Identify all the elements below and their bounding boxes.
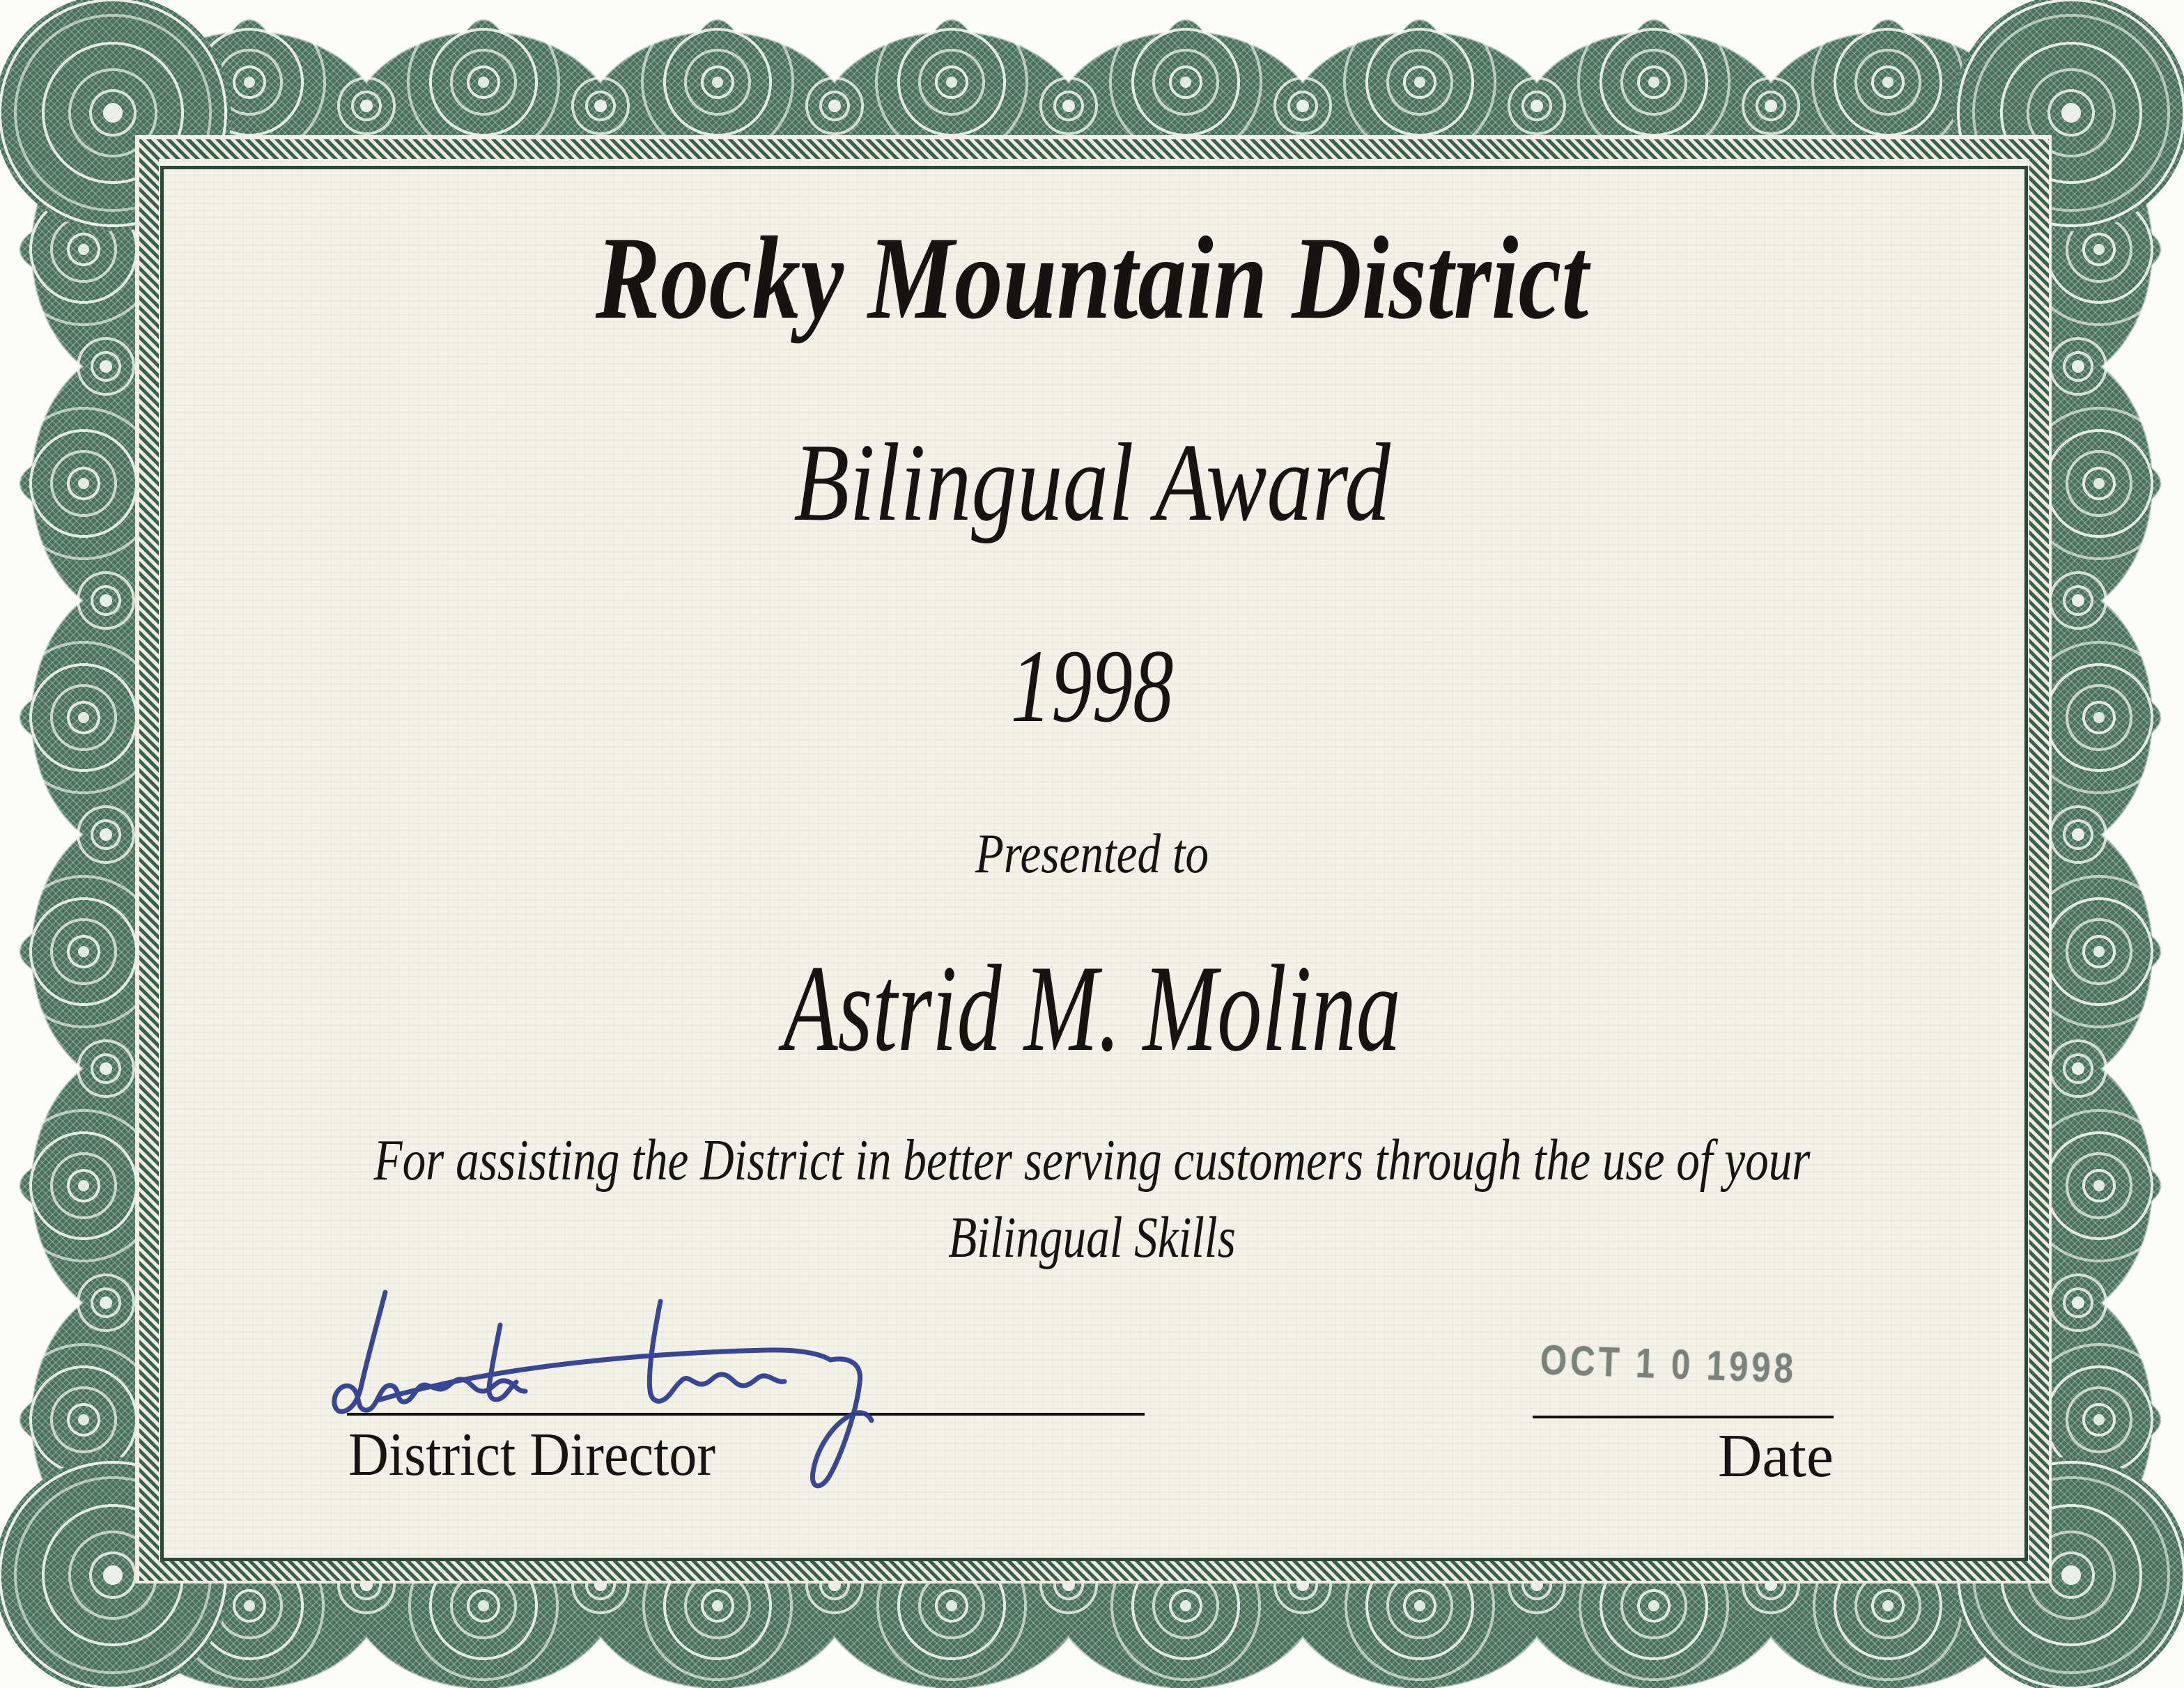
date-label: Date [1717,1423,1834,1490]
date-line [1533,1416,1834,1418]
certificate-title: Rocky Mountain District [595,212,1589,343]
award-name: Bilingual Award [793,420,1391,544]
recipient-name: Astrid M. Molina [783,939,1401,1077]
citation-line-1: For assisting the District in better serving customers through the use of your [373,1128,1811,1193]
citation-text [219,1122,1966,1277]
presented-to-label: Presented to [975,823,1209,885]
signatory-title: District Director [348,1421,716,1489]
date-stamp: OCT 1 0 1998 [1539,1336,1797,1392]
award-year: 1998 [1010,628,1174,744]
certificate-border-right [2048,132,2184,1556]
certificate-border-bottom [132,1581,2052,1688]
certificate-border-left [0,132,139,1556]
certificate-border-top [132,0,2052,139]
citation-line-2: Bilingual Skills [948,1205,1236,1270]
